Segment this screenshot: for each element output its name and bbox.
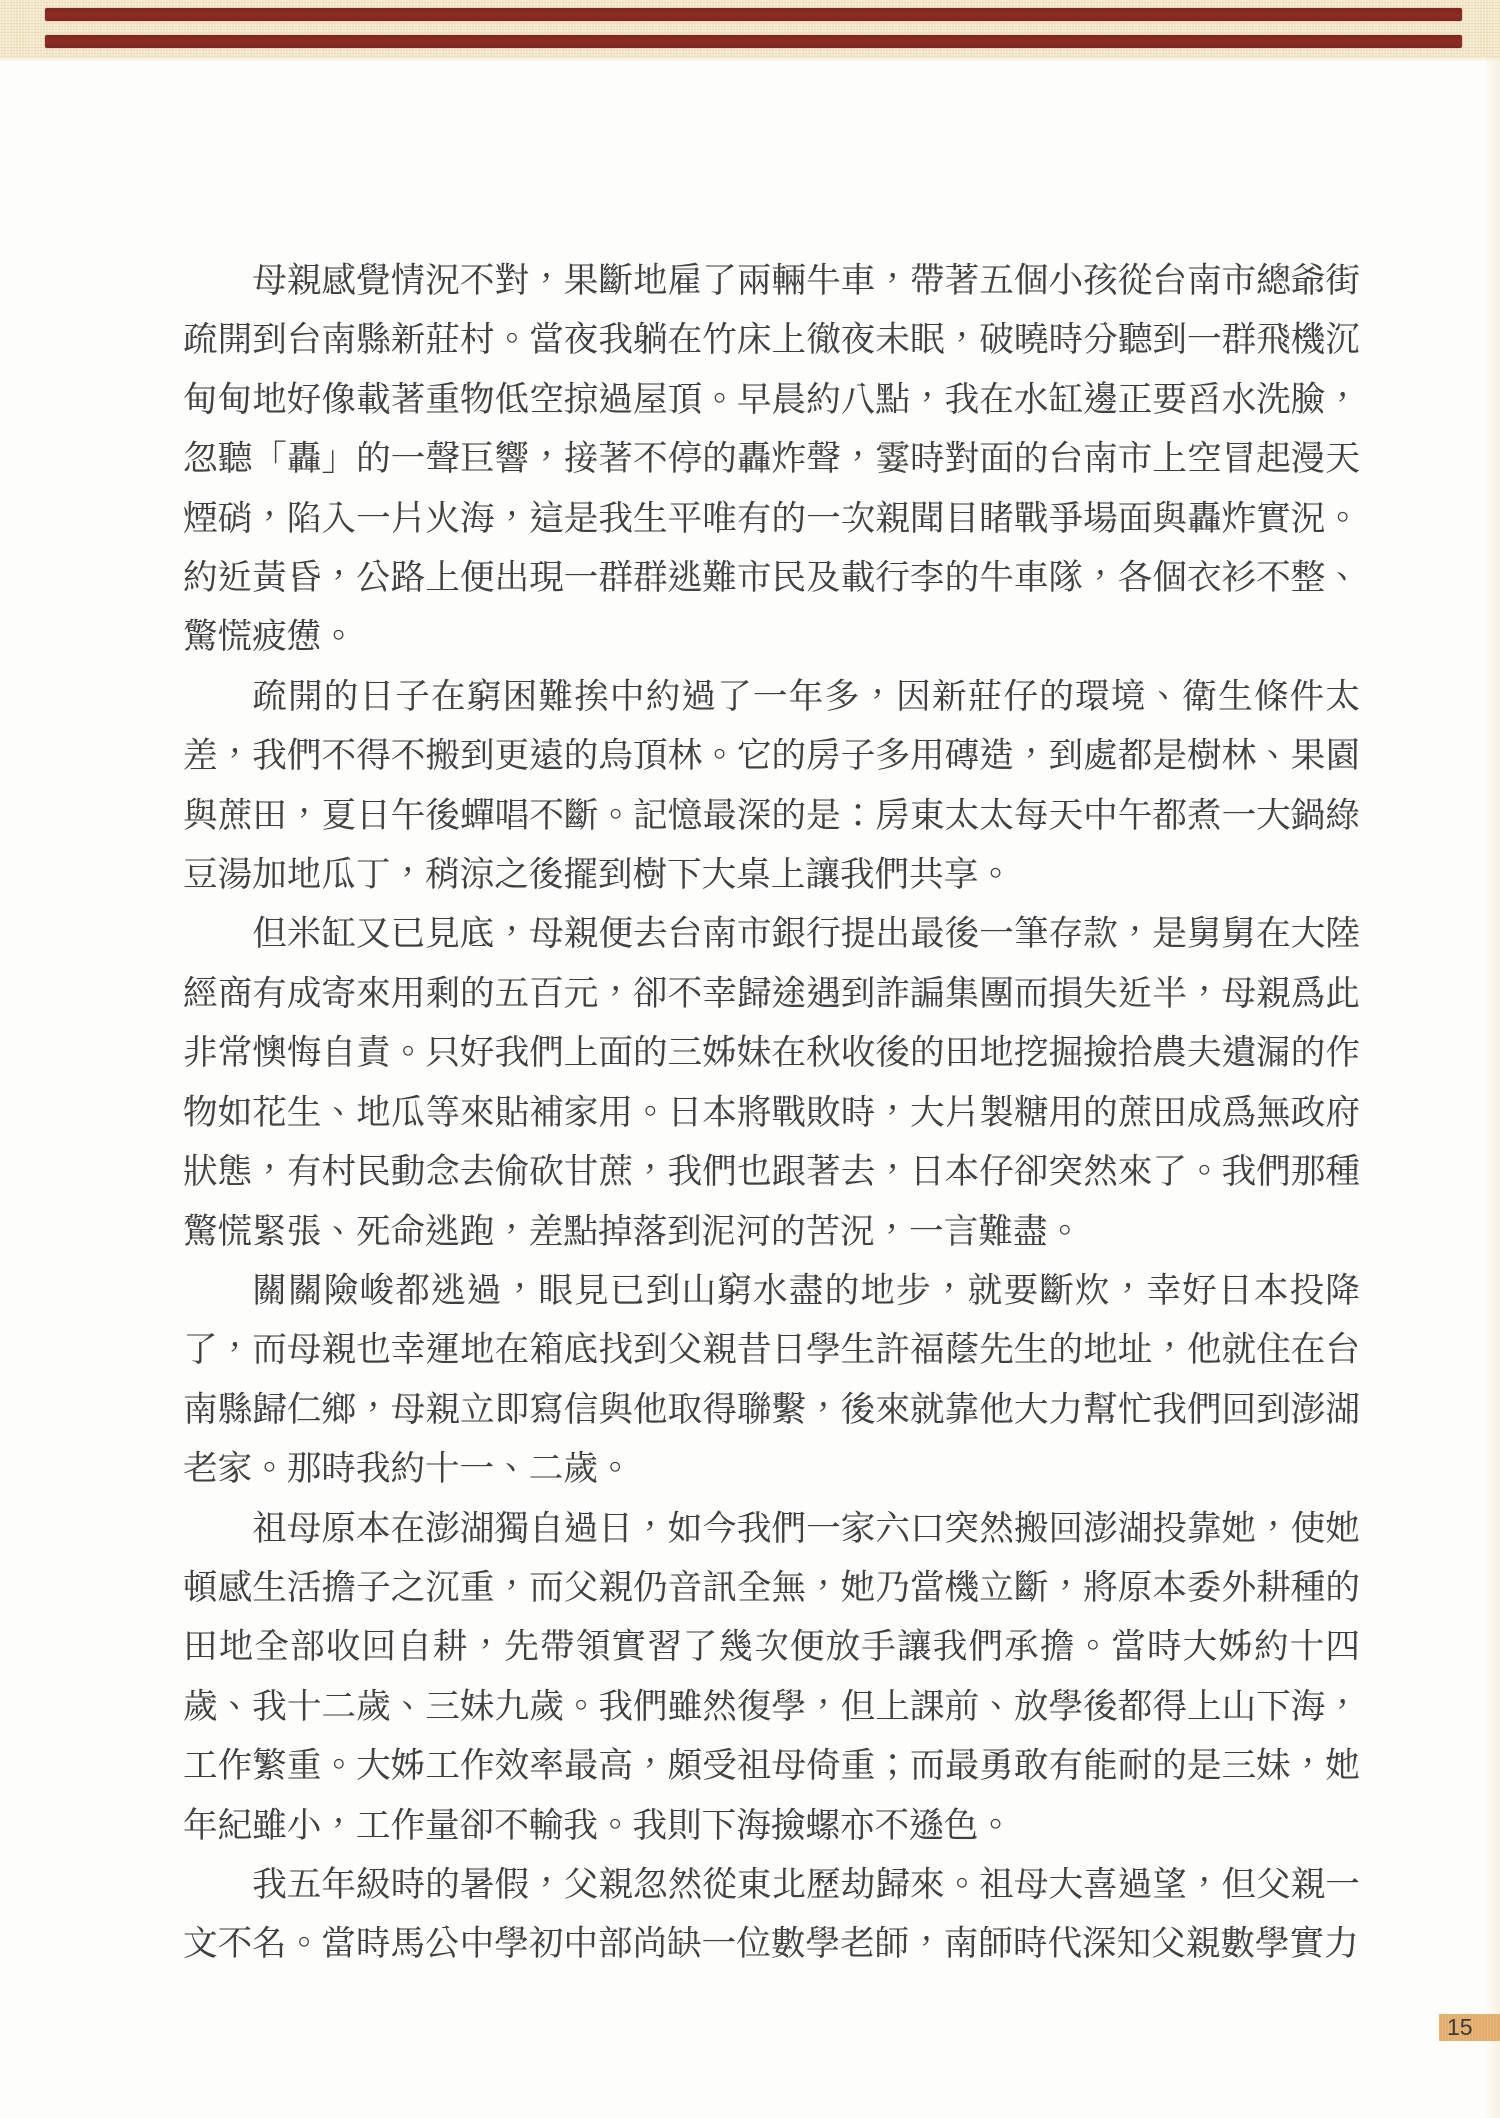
page-number-tab (1439, 2014, 1500, 2041)
page-number: 15 (1447, 2014, 1473, 2040)
paragraph-1: 母親感覺情況不對，果斷地雇了兩輛牛車，帶著五個小孩從台南市總爺街疏開到台南縣新莊村。當夜我躺在竹床上徹夜未眠，破曉時分聽到一群飛機沉甸甸地好像載著重物低空掠過屋頂。早晨約八點，我在水缸邊正要舀水洗臉，忽聽「轟」的一聲巨響，接著不停的轟炸聲，霎時對面的台南市上空冒起漫天煙硝，陷入一片火海，這是我生平唯有的一次親聞目睹戰爭場面與轟炸實況。約近黃昏，公路上便出現一群群逃難市民及載行李的牛車隊，各個衣衫不整、驚慌疲憊。 (183, 262, 1360, 657)
paragraph-6: 我五年級時的暑假，父親忽然從東北歷劫歸來。祖母大喜過望，但父親一文不名。當時馬公中學初中部尚缺一位數學老師，南師時代深知父親數學實力 (183, 1865, 1360, 1964)
body-text (183, 252, 1360, 1975)
paragraph-2: 疏開的日子在窮困難挨中約過了一年多，因新莊仔的環境、衛生條件太差，我們不得不搬到更遠的烏頂林。它的房子多用磚造，到處都是樹林、果園與蔗田，夏日午後蟬唱不斷。記憶最深的是：房東太太每天中午都煮一大鍋綠豆湯加地瓜丁，稍涼之後擺到樹下大桌上讓我們共享。 (183, 677, 1360, 895)
paragraph-4: 關關險峻都逃過，眼見已到山窮水盡的地步，就要斷炊，幸好日本投降了，而母親也幸運地在箱底找到父親昔日學生許福蔭先生的地址，他就住在台南縣歸仁鄉，母親立即寫信與他取得聯繫，後來就靠他大力幫忙我們回到澎湖老家。那時我約十一、二歲。 (183, 1271, 1360, 1489)
decorative-red-bar-bottom (45, 35, 1462, 48)
decorative-red-bar-top (45, 8, 1462, 21)
paragraph-5: 祖母原本在澎湖獨自過日，如今我們一家六口突然搬回澎湖投靠她，使她頓感生活擔子之沉重，而父親仍音訊全無，她乃當機立斷，將原本委外耕種的田地全部收回自耕，先帶領實習了幾次便放手讓我們承擔。當時大姊約十四歲、我十二歲、三妹九歲。我們雖然復學，但上課前、放學後都得上山下海，工作繁重。大姊工作效率最高，頗受祖母倚重；而最勇敢有能耐的是三妹，她年紀雖小，工作量卻不輸我。我則下海撿螺亦不遜色。 (183, 1509, 1360, 1845)
paragraph-3: 但米缸又已見底，母親便去台南市銀行提出最後一筆存款，是舅舅在大陸經商有成寄來用剩的五百元，卻不幸歸途遇到詐諞集團而損失近半，母親爲此非常懊悔自責。只好我們上面的三姊妹在秋收後的田地挖掘撿拾農夫遺漏的作物如花生、地瓜等來貼補家用。日本將戰敗時，大片製糖用的蔗田成爲無政府狀態，有村民動念去偷砍甘蔗，我們也跟著去，日本仔卻突然來了。我們那種驚慌緊張、死命逃跑，差點掉落到泥河的苦況，一言難盡。 (183, 915, 1360, 1251)
page-edge-tint (1484, 57, 1500, 2118)
band-fade-edge (0, 57, 1500, 62)
